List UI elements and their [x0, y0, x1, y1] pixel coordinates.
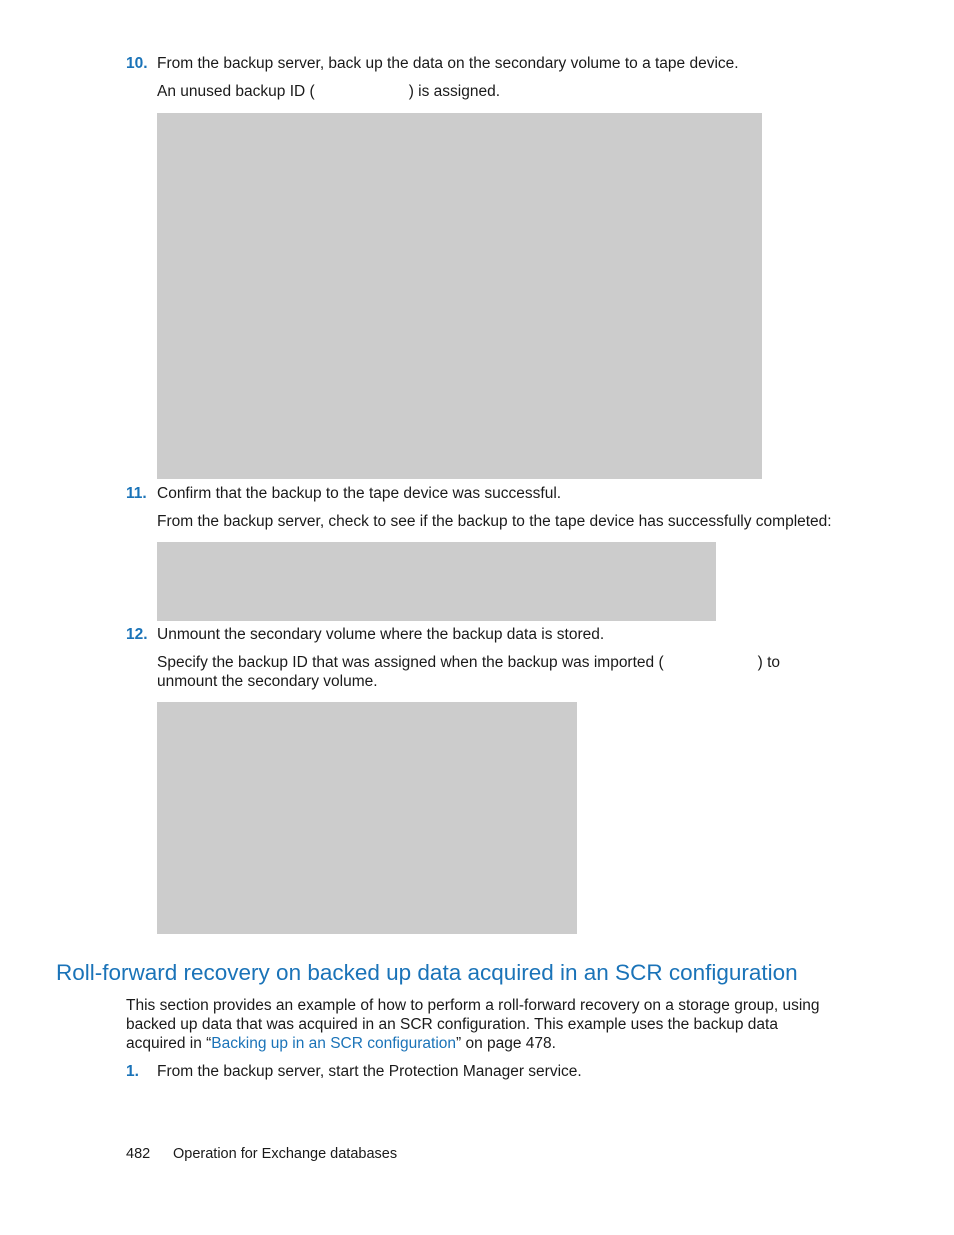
- step-1-number: 1.: [126, 1063, 139, 1080]
- section-para-line3: [126, 1034, 556, 1053]
- step-11-text: Confirm that the backup to the tape device was successful.: [157, 485, 562, 502]
- step-1-text: From the backup server, start the Protection Manager service.: [157, 1063, 582, 1080]
- step-11-number: 11.: [126, 485, 147, 502]
- step-11-subtext: From the backup server, check to see if the backup to the tape device has successfully completed:: [157, 513, 832, 530]
- step-12-sub-before: Specify the backup ID that was assigned when the backup was imported (: [157, 654, 664, 671]
- footer-page-number: 482: [126, 1146, 151, 1162]
- backing-up-scr-link[interactable]: Backing up in an SCR configuration: [211, 1035, 456, 1052]
- step-10-sub-before: An unused backup ID (: [157, 83, 315, 100]
- step-10-text: From the backup server, back up the data on the secondary volume to a tape device.: [157, 55, 739, 72]
- step-12-subtext: [157, 653, 780, 672]
- step-10-subtext: [157, 82, 500, 101]
- footer-title: Operation for Exchange databases: [173, 1146, 398, 1162]
- section-heading: Roll-forward recovery on backed up data acquired in an SCR configuration: [56, 960, 798, 985]
- step-12-sub-after: ) to: [757, 654, 781, 671]
- para-line3-after: ” on page 478.: [456, 1035, 556, 1052]
- screenshot-placeholder-1: [157, 113, 762, 479]
- code-placeholder-2: [157, 702, 577, 934]
- step-12-subtext-line2: unmount the secondary volume.: [157, 673, 378, 690]
- para-line3-before: acquired in “: [126, 1035, 212, 1052]
- section-para-line1: This section provides an example of how to perform a roll-forward recovery on a storage group, using: [126, 997, 820, 1014]
- section-para-line2: backed up data that was acquired in an SCR configuration. This example uses the backup data: [126, 1016, 778, 1033]
- step-12-text: Unmount the secondary volume where the backup data is stored.: [157, 626, 605, 643]
- code-placeholder-1: [157, 542, 716, 621]
- step-10-sub-after: ) is assigned.: [408, 83, 501, 100]
- step-10-number: 10.: [126, 55, 148, 72]
- step-12-number: 12.: [126, 626, 148, 643]
